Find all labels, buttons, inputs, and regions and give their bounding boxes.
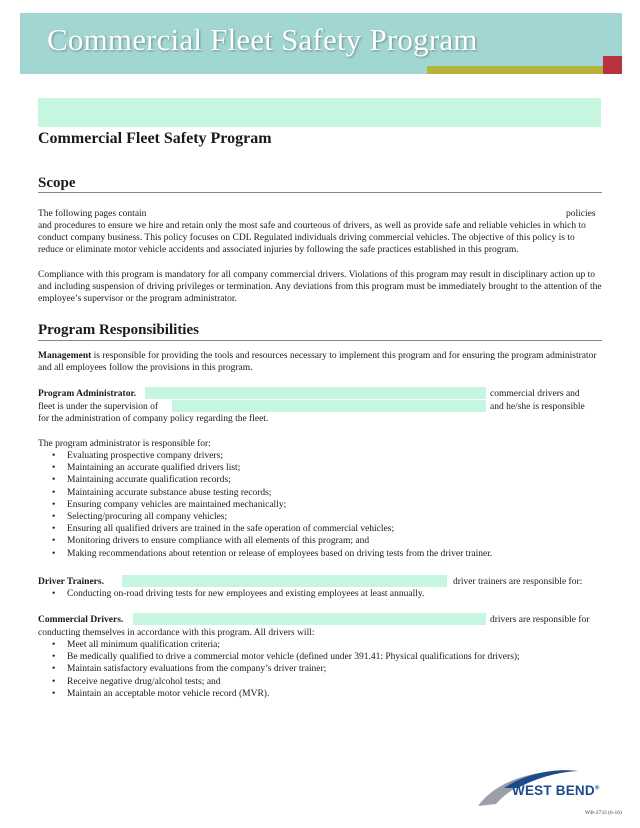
list-item: • Be medically qualified to drive a commercial motor vehicle (defined under 391.41: Physical qualifications for drivers); (52, 651, 520, 663)
drivers-end: drivers are responsible for (490, 615, 590, 625)
scope-text-start: The following pages contain (38, 209, 147, 219)
trainers-label: Driver Trainers. (38, 577, 104, 587)
list-item: • Ensuring company vehicles are maintained mechanically; (52, 499, 492, 511)
management-label: Management (38, 351, 92, 361)
trainers-end: driver trainers are responsible for: (453, 577, 583, 587)
list-item: • Monitoring drivers to ensure compliance with all elements of this program; and (52, 535, 492, 547)
accent-block (603, 56, 622, 74)
list-item: • Maintaining an accurate qualified drivers list; (52, 462, 492, 474)
drivers-line2: conducting themselves in accordance with this program. All drivers will: (38, 628, 315, 638)
list-item: • Making recommendations about retention or release of employees based on driving tests from the driver trainer. (52, 548, 492, 560)
header-banner (20, 13, 622, 74)
admin-label: Program Administrator. (38, 389, 137, 399)
list-item: • Maintaining accurate substance abuse testing records; (52, 487, 492, 499)
list-item: • Selecting/procuring all company vehicles; (52, 511, 492, 523)
drivers-field[interactable] (133, 613, 486, 625)
document-title: Commercial Fleet Safety Program (38, 130, 272, 147)
banner-title: Commercial Fleet Safety Program (47, 22, 478, 57)
admin-company-field[interactable] (145, 387, 486, 399)
responsibilities-heading: Program Responsibilities (38, 322, 199, 338)
list-item: • Conducting on-road driving tests for new employees and existing employees at least annually. (52, 588, 424, 600)
admin-name-field[interactable] (172, 400, 486, 412)
list-item: • Evaluating prospective company drivers; (52, 450, 492, 462)
responsibilities-divider (38, 340, 602, 341)
scope-paragraph-2: Compliance with this program is mandatory for all company commercial drivers. Violations of this program may result in disciplinary action up to and including suspension of driving privileges or termination. Any deviations from this program must be immediately brought to the attention of the employee’s supervisor or the program administrator. (38, 270, 602, 305)
admin-duties-list (52, 450, 492, 560)
registered-mark: ® (594, 785, 600, 792)
admin-line2-start: fleet is under the supervision of (38, 402, 159, 412)
form-code: WB-2733 (6-16) (585, 810, 622, 816)
management-paragraph (38, 350, 602, 374)
logo-text: WEST BEND (512, 783, 595, 798)
list-item: • Meet all minimum qualification criteria; (52, 639, 520, 651)
scope-divider (38, 192, 602, 193)
brand-logo (512, 783, 599, 798)
list-item: • Maintain an acceptable motor vehicle record (MVR). (52, 688, 520, 700)
management-text: is responsible for providing the tools and resources necessary to implement this program and for ensuring the program administrator and all employees follow the provisions in this program. (38, 351, 597, 374)
scope-text-end: policies (566, 209, 596, 219)
admin-line2-end: and he/she is responsible (490, 402, 585, 412)
list-item: • Receive negative drug/alcohol tests; and (52, 676, 520, 688)
accent-stripe (427, 66, 603, 74)
admin-line3: for the administration of company policy regarding the fleet. (38, 414, 269, 424)
list-item: • Maintaining accurate qualification records; (52, 474, 492, 486)
admin-line1-end: commercial drivers and (490, 389, 580, 399)
drivers-duties-list (52, 639, 520, 700)
scope-heading: Scope (38, 175, 76, 191)
list-item: • Maintain satisfactory evaluations from the company’s driver trainer; (52, 663, 520, 675)
list-item: • Ensuring all qualified drivers are trained in the safe operation of commercial vehicles; (52, 523, 492, 535)
scope-paragraph-1: and procedures to ensure we hire and retain only the most safe and courteous of drivers, as well as provide safe and reliable vehicles in which to conduct company business. This policy focuses on CDL Regulated individuals driving commercial vehicles. The objective of this policy is to reduce or eliminate motor vehicle accidents and associated injuries by following the safe practices established in this program. (38, 221, 586, 256)
company-name-field[interactable] (38, 98, 601, 127)
drivers-label: Commercial Drivers. (38, 615, 124, 625)
trainers-field[interactable] (122, 575, 447, 587)
admin-intro: The program administrator is responsible for: (38, 439, 211, 449)
trainers-duties-list (52, 588, 424, 600)
